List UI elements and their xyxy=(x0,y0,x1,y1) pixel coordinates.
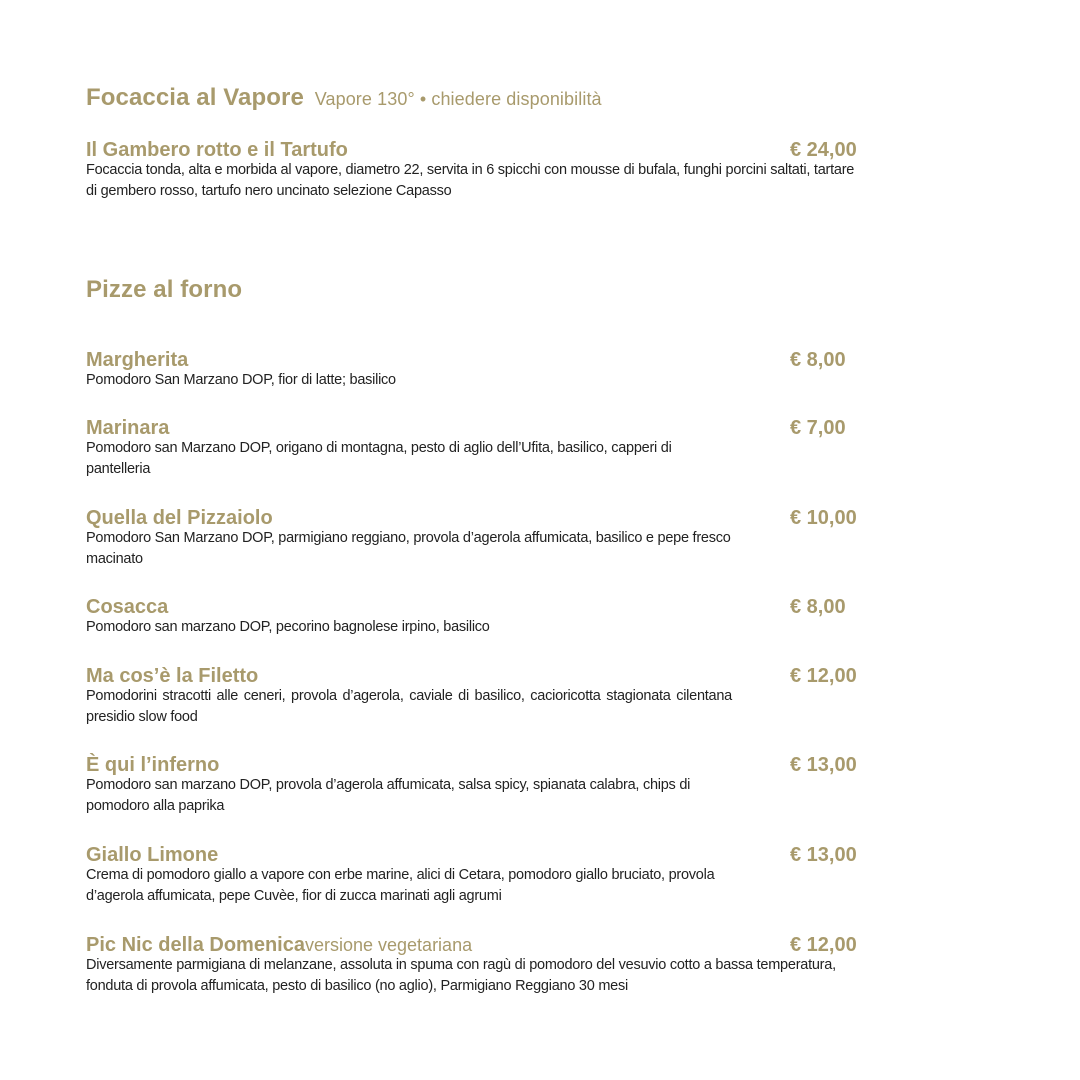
menu-item-cosacca xyxy=(86,595,866,638)
item-description: Focaccia tonda, alta e morbida al vapore, diametro 22, servita in 6 spicchi con mousse di bufala, funghi porcini saltati, tartare di gembero rosso, tartufo nero uncinato selezione Capasso xyxy=(86,162,855,199)
item-price: € 12,00 xyxy=(790,665,857,687)
menu-item-pic-nic-della-domenica xyxy=(86,933,866,996)
item-description: Diversamente parmigiana di melanzane, assoluta in spuma con ragù di pomodoro del vesuvio cotto a bassa temperatura, fonduta di provola affumicata, pesto di basilico (no aglio), Parmigiano Reggiano 30 mesi xyxy=(86,957,836,994)
item-name: Il Gambero rotto e il Tartufo xyxy=(86,139,348,161)
item-price: € 8,00 xyxy=(790,596,846,618)
item-name: Ma cos’è la Filetto xyxy=(86,665,259,687)
section-title-text: Focaccia al Vapore xyxy=(86,84,304,111)
item-price: € 24,00 xyxy=(790,139,857,161)
item-description: Pomodoro san marzano DOP, provola d’agerola affumicata, salsa spicy, spianata calabra, chips di pomodoro alla paprika xyxy=(86,777,691,814)
item-price: € 8,00 xyxy=(790,349,846,371)
item-price: € 13,00 xyxy=(790,844,857,866)
item-price: € 10,00 xyxy=(790,507,857,529)
item-note: versione vegetariana xyxy=(304,935,473,955)
menu-item-gambero-tartufo xyxy=(86,138,866,201)
item-price: € 12,00 xyxy=(790,934,857,956)
item-description: Pomodoro San Marzano DOP, fior di latte; basilico xyxy=(86,372,396,388)
section-subtitle: Vapore 130° • chiedere disponibilità xyxy=(314,89,602,109)
section-title-text: Pizze al forno xyxy=(86,276,243,303)
item-name xyxy=(86,934,472,956)
item-price: € 13,00 xyxy=(790,754,857,776)
section-title-focaccia xyxy=(86,84,602,112)
menu-item-quella-del-pizzaiolo xyxy=(86,506,866,569)
menu-item-giallo-limone xyxy=(86,843,866,906)
item-name: Quella del Pizzaiolo xyxy=(86,507,273,529)
item-name: Giallo Limone xyxy=(86,844,219,866)
menu-item-marinara xyxy=(86,416,866,479)
item-name: Cosacca xyxy=(86,596,169,618)
item-description: Crema di pomodoro giallo a vapore con erbe marine, alici di Cetara, pomodoro giallo bruciato, provola d’agerola affumicata, pepe Cuvèe, fior di zucca marinati agli agrumi xyxy=(86,867,715,904)
item-name-text: Pic Nic della Domenica xyxy=(86,934,305,956)
item-price: € 7,00 xyxy=(790,417,846,439)
item-description: Pomodoro San Marzano DOP, parmigiano reggiano, provola d’agerola affumicata, basilico e pepe fresco macinato xyxy=(86,530,731,567)
item-name: Margherita xyxy=(86,349,189,371)
item-description: Pomodorini stracotti alle ceneri, provola d’agerola, caviale di basilico, cacioricotta stagionata cilentana presidio slow food xyxy=(86,688,732,725)
item-name: È qui l’inferno xyxy=(86,754,220,776)
menu-item-ma-cos-e-la-filetto xyxy=(86,664,866,727)
menu-item-margherita xyxy=(86,348,866,391)
item-description: Pomodoro san Marzano DOP, origano di montagna, pesto di aglio dell’Ufita, basilico, capperi di pantelleria xyxy=(86,440,672,477)
item-name: Marinara xyxy=(86,417,170,439)
item-description: Pomodoro san marzano DOP, pecorino bagnolese irpino, basilico xyxy=(86,619,490,635)
section-title-pizze xyxy=(86,276,242,304)
menu-item-e-qui-l-inferno xyxy=(86,753,866,816)
